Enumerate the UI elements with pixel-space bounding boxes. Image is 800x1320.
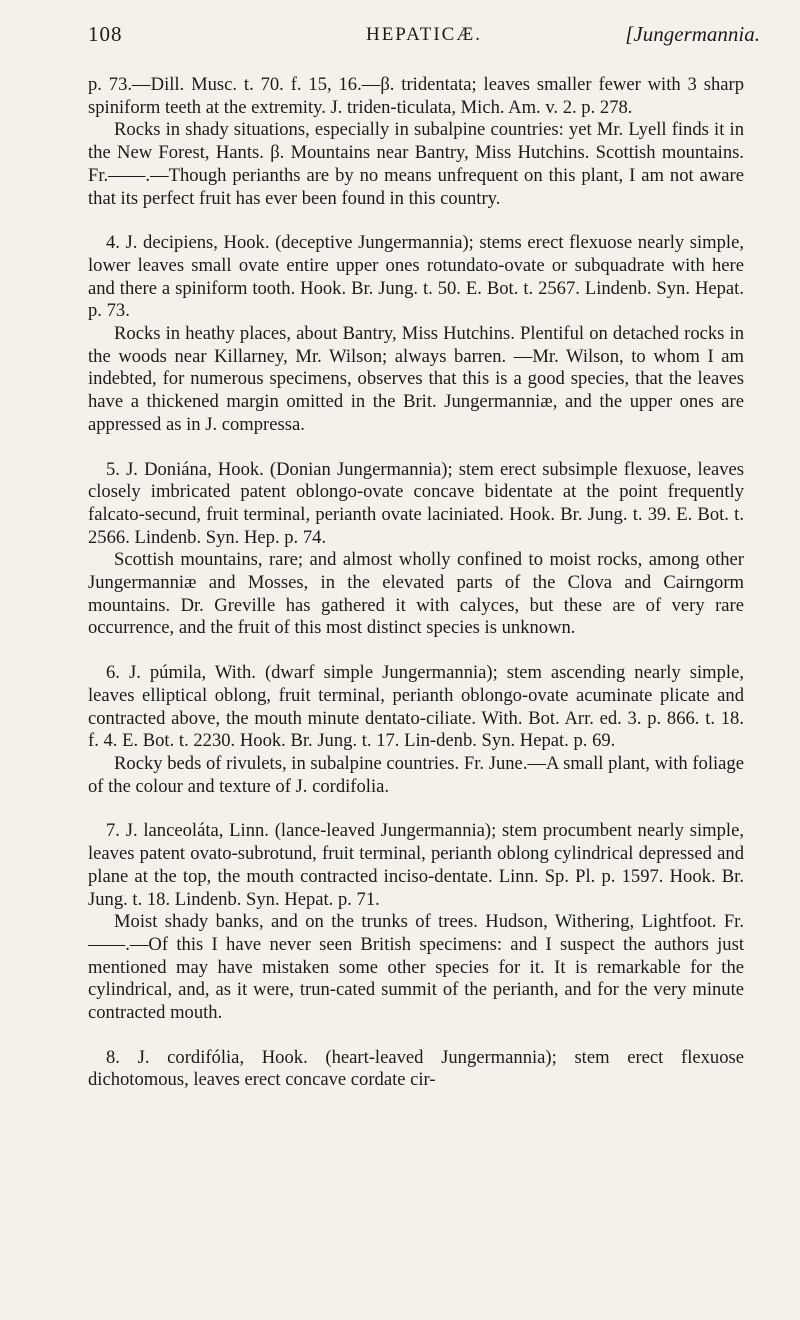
page-number: 108 [88,22,123,46]
paragraph-habitat: Moist shady banks, and on the trunks of trees. Hudson, Withering, Lightfoot. Fr. ——.—Of this I have never seen British specimens: and I suspect the authors just mentioned may have mistaken some other species for it. It is remarkable for the cylindrical, and, as it were, trun-cated summit of the perianth, and for the very minute contracted mouth. [88,911,744,1024]
running-head: [Jungermannia. [625,22,760,46]
species-entry-5: 5. J. Doniána, Hook. (Donian Jungermannia); stem erect subsimple flexuose, leaves closely imbricated patent oblongo-ovate concave bidentate at the point frequently falcato-secund, fruit terminal, perianth ovate laciniated. Hook. Br. Jung. t. 39. E. Bot. t. 2566. Lindenb. Syn. Hep. p. 74. [88,458,744,548]
text-body [88,74,744,1092]
species-entry-8: 8. J. cordifólia, Hook. (heart-leaved Jungermannia); stem erect flexuose dichotomous, leaves erect concave cordate cir- [88,1046,744,1091]
paragraph-habitat: Rocks in shady situations, especially in subalpine countries: yet Mr. Lyell finds it in the New Forest, Hants. β. Mountains near Bantry, Miss Hutchins. Scottish mountains. Fr.——.—Though perianths are by no means unfrequent on this plant, I am not aware that its perfect fruit has ever been found in this country. [88,119,744,209]
paragraph-intro: p. 73.—Dill. Musc. t. 70. f. 15, 16.—β. tridentata; leaves smaller fewer with 3 sharp spiniform teeth at the extremity. J. triden-ticulata, Mich. Am. v. 2. p. 278. [88,74,744,118]
species-entry-4: 4. J. decipiens, Hook. (deceptive Jungermannia); stems erect flexuose nearly simple, lower leaves small ovate entire upper ones rotundato-ovate or subquadrate with here and there a spiniform tooth. Hook. Br. Jung. t. 50. E. Bot. t. 2567. Lindenb. Syn. Hepat. p. 73. [88,232,744,322]
page-header [88,22,760,56]
paragraph-habitat: Rocky beds of rivulets, in subalpine countries. Fr. June.—A small plant, with foliage of the colour and texture of J. cordifolia. [88,752,744,797]
species-entry-7: 7. J. lanceoláta, Linn. (lance-leaved Jungermannia); stem procumbent nearly simple, leaves patent ovato-subrotund, fruit terminal, perianth oblong cylindrical depressed and plane at the top, the mouth contracted inciso-dentate. Linn. Sp. Pl. p. 1597. Hook. Br. Jung. t. 18. Lindenb. Syn. Hepat. p. 71. [88,820,744,910]
page-title: HEPATICÆ. [365,24,482,45]
paragraph-habitat: Scottish mountains, rare; and almost wholly confined to moist rocks, among other Jungermanniæ and Mosses, in the elevated parts of the Clova and Cairngorm mountains. Dr. Greville has gathered it with calyces, but these are of very rare occurrence, and the fruit of this most distinct species is unknown. [88,549,744,639]
species-entry-6: 6. J. púmila, With. (dwarf simple Jungermannia); stem ascending nearly simple, leaves elliptical oblong, fruit terminal, perianth oblongo-ovate acuminate plicate and contracted above, the mouth minute dentato-ciliate. With. Bot. Arr. ed. 3. p. 866. t. 18. f. 4. E. Bot. t. 2230. Hook. Br. Jung. t. 17. Lin-denb. Syn. Hepat. p. 69. [88,662,744,752]
paragraph-habitat: Rocks in heathy places, about Bantry, Miss Hutchins. Plentiful on detached rocks in the woods near Killarney, Mr. Wilson; always barren. —Mr. Wilson, to whom I am indebted, for numerous specimens, observes that this is a good species, that the leaves have a thickened margin omitted in the Brit. Jungermanniæ, and the upper ones are appressed as in J. compressa. [88,323,744,435]
